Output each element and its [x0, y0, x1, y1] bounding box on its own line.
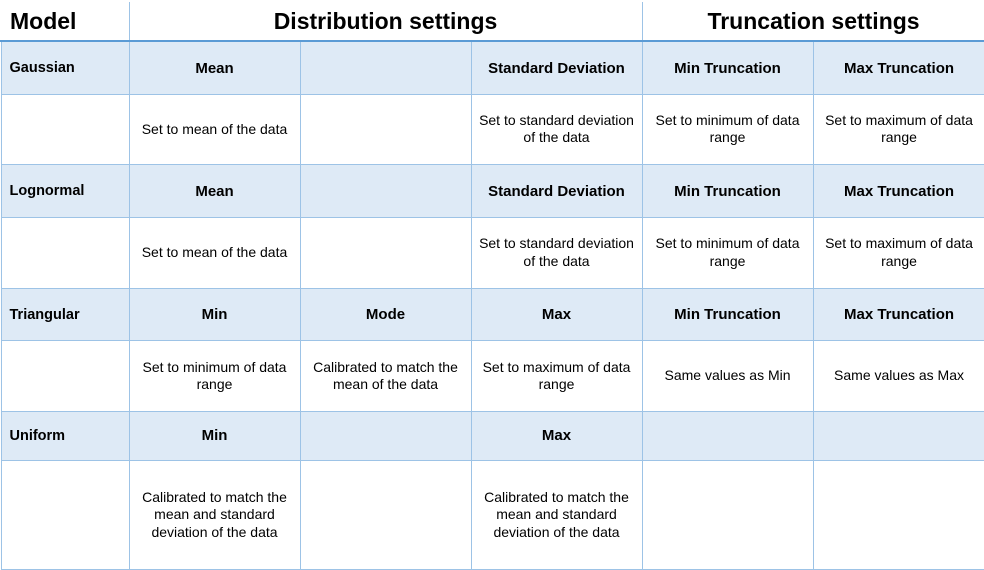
value-uniform-min-truncation [642, 460, 813, 569]
value-gaussian-rowlabel-blank [1, 94, 129, 165]
table-row-lognormal-values [1, 217, 984, 288]
table-row-lognormal-params [1, 165, 984, 218]
value-lognormal-1: Set to mean of the data [129, 217, 300, 288]
param-gaussian-3: Standard Deviation [471, 41, 642, 94]
param-lognormal-max-truncation: Max Truncation [813, 165, 984, 218]
value-triangular-max-truncation: Same values as Max [813, 341, 984, 412]
param-gaussian-2 [300, 41, 471, 94]
value-triangular-rowlabel-blank [1, 341, 129, 412]
value-gaussian-max-truncation: Set to maximum of data range [813, 94, 984, 165]
header-model: Model [1, 1, 129, 41]
header-truncation-settings: Truncation settings [642, 1, 984, 41]
param-uniform-max-truncation [813, 412, 984, 461]
value-gaussian-1: Set to mean of the data [129, 94, 300, 165]
param-lognormal-min-truncation: Min Truncation [642, 165, 813, 218]
param-uniform-2 [300, 412, 471, 461]
param-triangular-min-truncation: Min Truncation [642, 288, 813, 341]
model-name-lognormal: Lognormal [1, 165, 129, 218]
value-gaussian-2 [300, 94, 471, 165]
value-uniform-min: Calibrated to match the mean and standard deviation of the data [129, 460, 300, 569]
value-lognormal-3: Set to standard deviation of the data [471, 217, 642, 288]
model-name-gaussian: Gaussian [1, 41, 129, 94]
value-triangular-max: Set to maximum of data range [471, 341, 642, 412]
param-uniform-min-truncation [642, 412, 813, 461]
param-triangular-min: Min [129, 288, 300, 341]
value-gaussian-3: Set to standard deviation of the data [471, 94, 642, 165]
value-lognormal-max-truncation: Set to maximum of data range [813, 217, 984, 288]
value-uniform-max: Calibrated to match the mean and standard deviation of the data [471, 460, 642, 569]
header-distribution-settings: Distribution settings [129, 1, 642, 41]
value-uniform-rowlabel-blank [1, 460, 129, 569]
value-triangular-min-truncation: Same values as Min [642, 341, 813, 412]
table-row-gaussian-params [1, 41, 984, 94]
param-lognormal-1: Mean [129, 165, 300, 218]
table-row-triangular-values [1, 341, 984, 412]
table-row-uniform-values [1, 460, 984, 569]
value-gaussian-min-truncation: Set to minimum of data range [642, 94, 813, 165]
table-row-uniform-params [1, 412, 984, 461]
value-uniform-max-truncation [813, 460, 984, 569]
table-row-triangular-params [1, 288, 984, 341]
table-row-gaussian-values [1, 94, 984, 165]
value-lognormal-rowlabel-blank [1, 217, 129, 288]
value-lognormal-min-truncation: Set to minimum of data range [642, 217, 813, 288]
param-gaussian-1: Mean [129, 41, 300, 94]
param-lognormal-3: Standard Deviation [471, 165, 642, 218]
param-uniform-min: Min [129, 412, 300, 461]
value-uniform-2 [300, 460, 471, 569]
table-header-row [1, 1, 984, 41]
param-triangular-max-truncation: Max Truncation [813, 288, 984, 341]
param-lognormal-2 [300, 165, 471, 218]
param-triangular-max: Max [471, 288, 642, 341]
model-name-triangular: Triangular [1, 288, 129, 341]
model-name-uniform: Uniform [1, 412, 129, 461]
value-triangular-min: Set to minimum of data range [129, 341, 300, 412]
param-gaussian-max-truncation: Max Truncation [813, 41, 984, 94]
value-lognormal-2 [300, 217, 471, 288]
param-gaussian-min-truncation: Min Truncation [642, 41, 813, 94]
param-triangular-mode: Mode [300, 288, 471, 341]
param-uniform-max: Max [471, 412, 642, 461]
value-triangular-mode: Calibrated to match the mean of the data [300, 341, 471, 412]
